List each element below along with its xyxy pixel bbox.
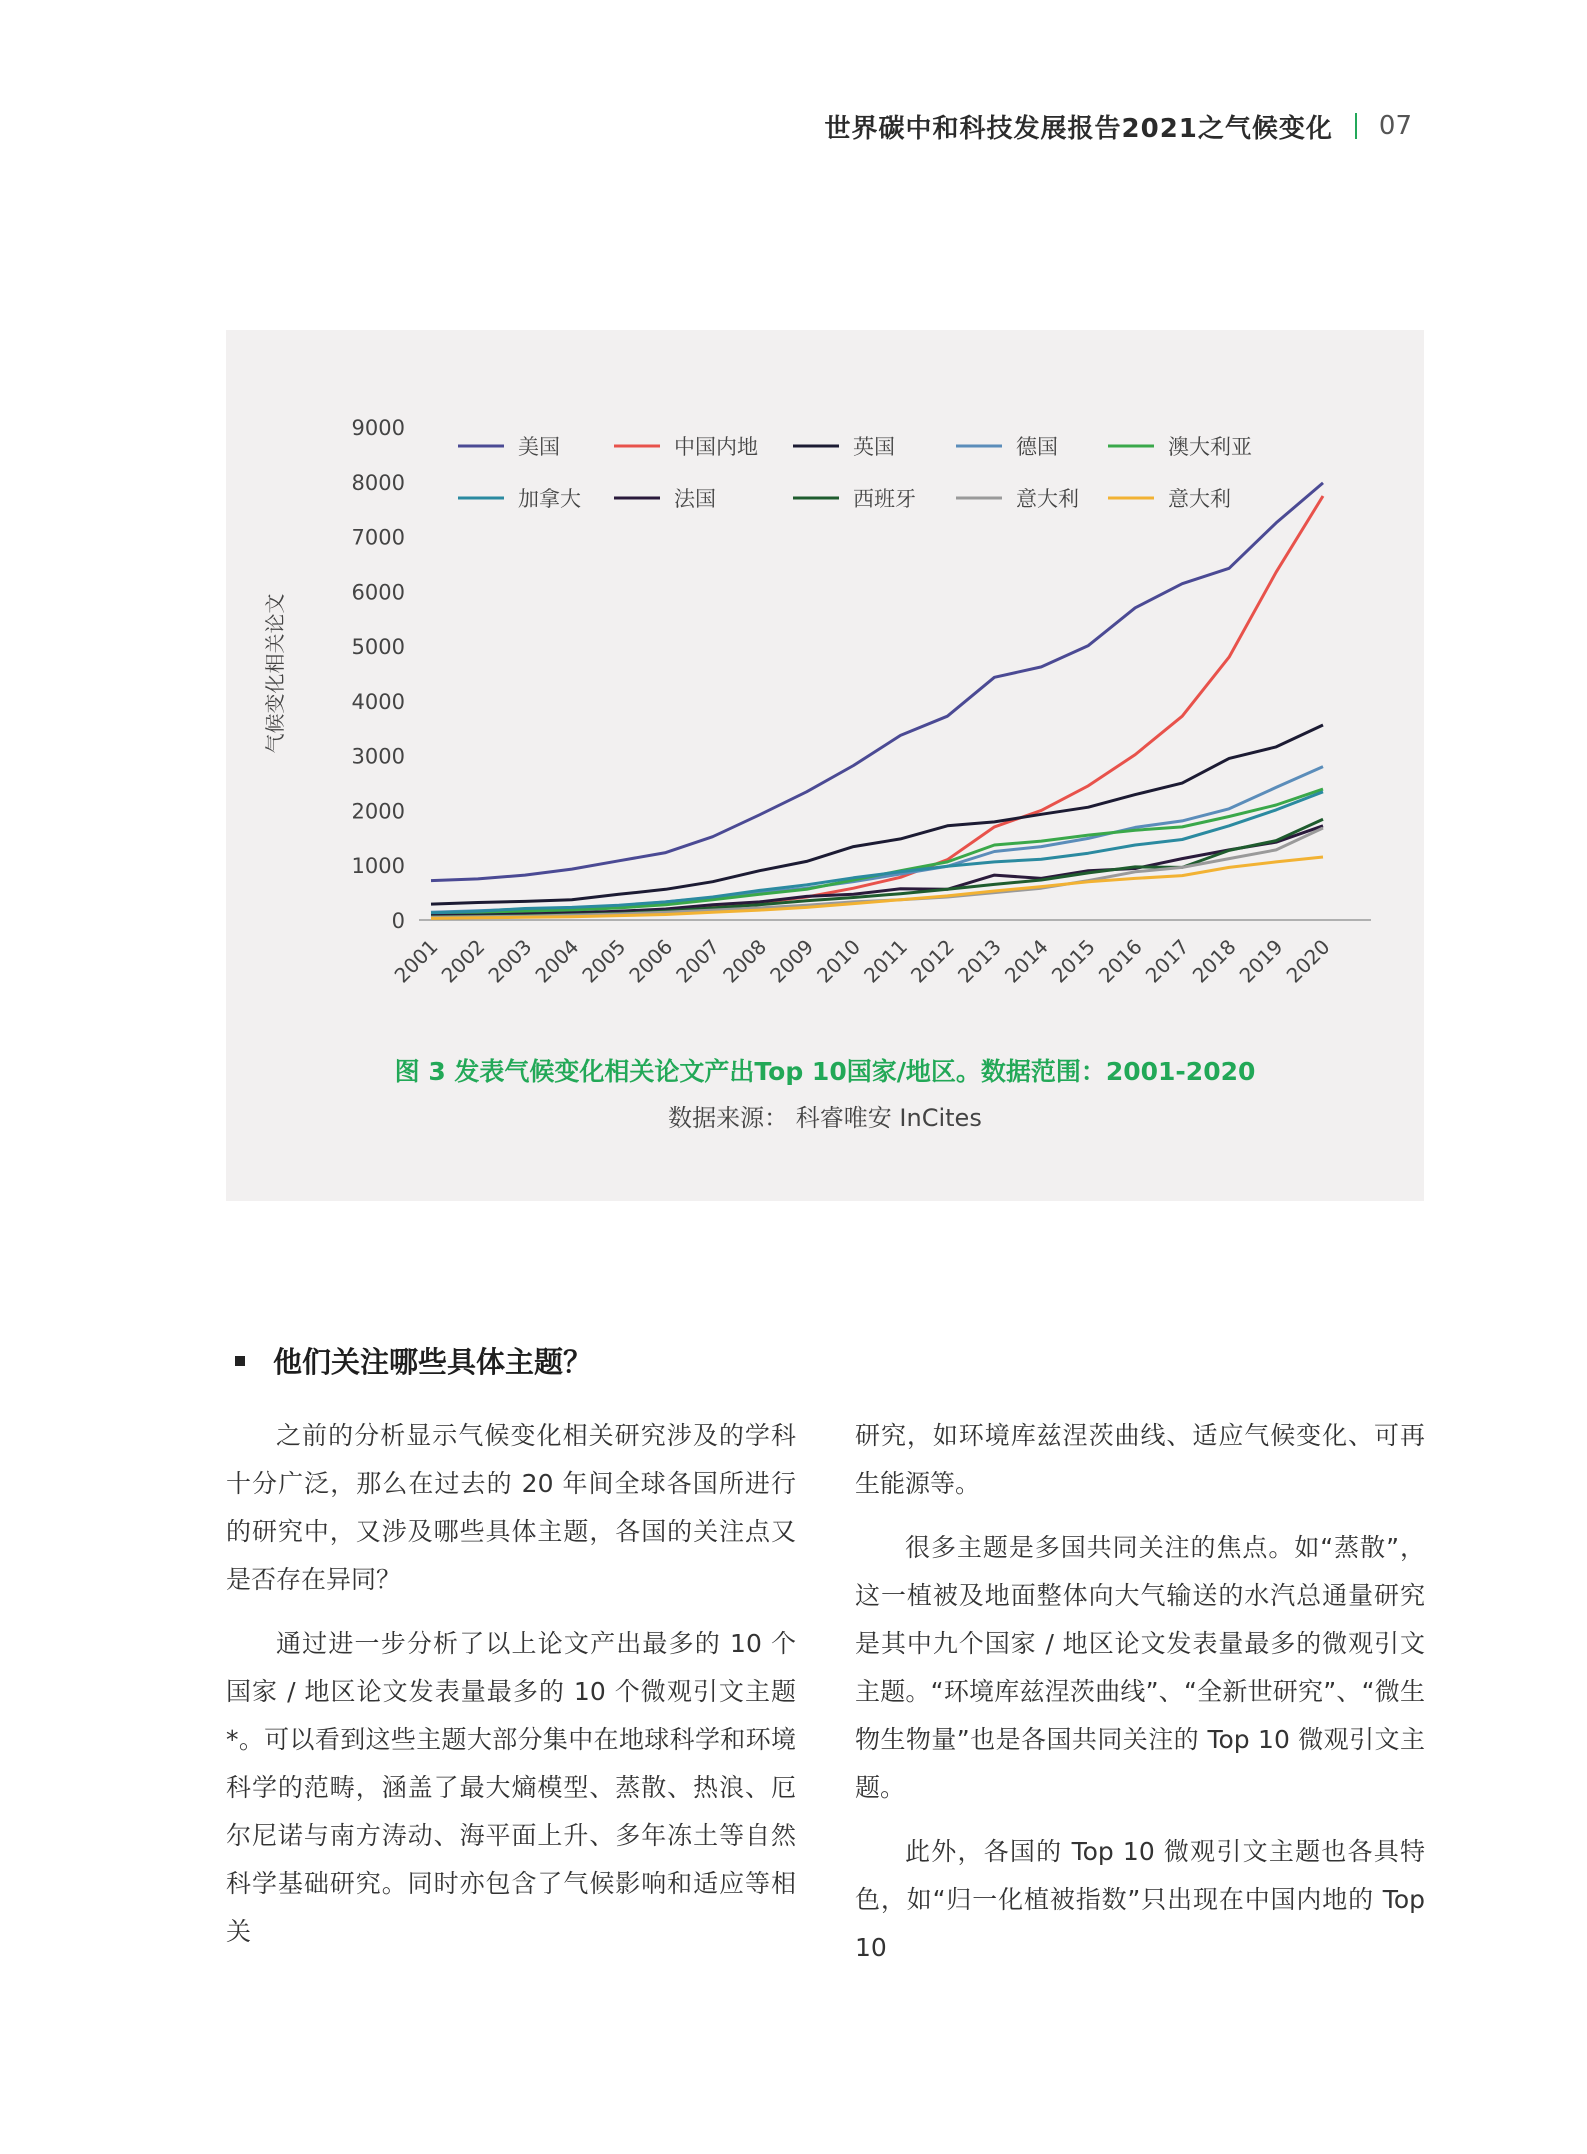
paragraph: 之前的分析显示气候变化相关研究涉及的学科十分广泛，那么在过去的 20 年间全球各国所进行的研究中，又涉及哪些具体主题，各国的关注点又是否存在异同？ bbox=[226, 1421, 796, 1594]
y-tick-label: 7000 bbox=[351, 525, 405, 550]
series-line bbox=[431, 496, 1323, 917]
legend-label: 意大利 bbox=[1016, 487, 1079, 511]
legend-label: 西班牙 bbox=[853, 487, 916, 511]
y-tick-label: 4000 bbox=[351, 689, 405, 714]
x-tick-label: 2001 bbox=[389, 934, 443, 988]
x-tick-label: 2008 bbox=[718, 934, 772, 988]
x-tick-label: 2013 bbox=[952, 934, 1006, 988]
x-tick-label: 2009 bbox=[765, 934, 819, 988]
legend-label: 意大利 bbox=[1168, 487, 1231, 511]
y-tick-label: 8000 bbox=[351, 470, 405, 495]
y-tick-label: 3000 bbox=[351, 744, 405, 769]
x-tick-label: 2019 bbox=[1234, 934, 1288, 988]
x-tick-label: 2014 bbox=[999, 934, 1053, 988]
x-tick-label: 2007 bbox=[671, 934, 725, 988]
x-tick-label: 2015 bbox=[1046, 934, 1100, 988]
y-tick-label: 6000 bbox=[351, 580, 405, 605]
y-tick-label: 2000 bbox=[351, 799, 405, 824]
legend-label: 中国内地 bbox=[674, 435, 758, 459]
legend-label: 澳大利亚 bbox=[1168, 435, 1252, 459]
x-tick-label: 2020 bbox=[1281, 934, 1335, 988]
header-divider bbox=[1355, 113, 1357, 139]
x-tick-label: 2003 bbox=[483, 934, 537, 988]
section-heading bbox=[235, 1340, 592, 1381]
paragraph: 此外，各国的 Top 10 微观引文主题也各具特色，如“归一化植被指数”只出现在中国内地的 Top 10 bbox=[855, 1837, 1425, 1962]
x-tick-label: 2005 bbox=[577, 934, 631, 988]
page-number: 07 bbox=[1378, 111, 1412, 141]
figure-panel bbox=[226, 330, 1424, 1201]
line-chart bbox=[226, 330, 1424, 1030]
x-tick-label: 2017 bbox=[1140, 934, 1194, 988]
figure-source: 数据来源： 科睿唯安 InCites bbox=[668, 1104, 982, 1132]
x-tick-label: 2012 bbox=[905, 934, 959, 988]
legend-label: 英国 bbox=[853, 435, 895, 459]
report-title: 世界碳中和科技发展报告2021之气候变化 bbox=[824, 113, 1333, 144]
x-tick-label: 2010 bbox=[812, 934, 866, 988]
section-heading-text: 他们关注哪些具体主题？ bbox=[273, 1345, 593, 1379]
x-tick-label: 2016 bbox=[1093, 934, 1147, 988]
y-tick-label: 9000 bbox=[351, 416, 405, 440]
y-tick-label: 5000 bbox=[351, 635, 405, 660]
running-header bbox=[825, 106, 1412, 146]
square-bullet-icon bbox=[235, 1356, 245, 1366]
y-tick-label: 0 bbox=[391, 909, 405, 933]
legend-label: 美国 bbox=[518, 435, 560, 459]
x-tick-label: 2018 bbox=[1187, 934, 1241, 988]
legend-label: 法国 bbox=[674, 487, 716, 511]
paragraph: 通过进一步分析了以上论文产出最多的 10 个国家 / 地区论文发表量最多的 10 个微观引文主题 *。可以看到这些主题大部分集中在地球科学和环境科学的范畴，涵盖了最大熵模型、蒸散、热浪、厄尔尼诺与南方涛动、海平面上升、多年冻土等自然科学基础研究。同时亦包含了气候影响和适应等相关 bbox=[226, 1629, 796, 1946]
x-tick-label: 2006 bbox=[624, 934, 678, 988]
x-tick-label: 2002 bbox=[436, 934, 490, 988]
figure-caption: 图 3 发表气候变化相关论文产出Top 10国家/地区。数据范围：2001-2020 bbox=[394, 1057, 1256, 1086]
x-tick-label: 2004 bbox=[530, 934, 584, 988]
paragraph: 研究，如环境库兹涅茨曲线、适应气候变化、可再生能源等。 bbox=[855, 1421, 1425, 1498]
legend-label: 加拿大 bbox=[518, 487, 581, 511]
text-column-right bbox=[855, 1412, 1425, 1988]
x-tick-label: 2011 bbox=[859, 934, 913, 988]
text-column-left bbox=[226, 1412, 796, 1972]
y-tick-label: 1000 bbox=[351, 854, 405, 879]
series-line bbox=[431, 483, 1323, 881]
y-axis-label: 气候变化相关论文 bbox=[263, 593, 287, 754]
legend-label: 德国 bbox=[1016, 435, 1058, 459]
paragraph: 很多主题是多国共同关注的焦点。如“蒸散”，这一植被及地面整体向大气输送的水汽总通量研究是其中九个国家 / 地区论文发表量最多的微观引文主题。“环境库兹涅茨曲线”、“全新世研究”、“微生物生物量”也是各国共同关注的 Top 10 微观引文主题。 bbox=[855, 1533, 1425, 1802]
